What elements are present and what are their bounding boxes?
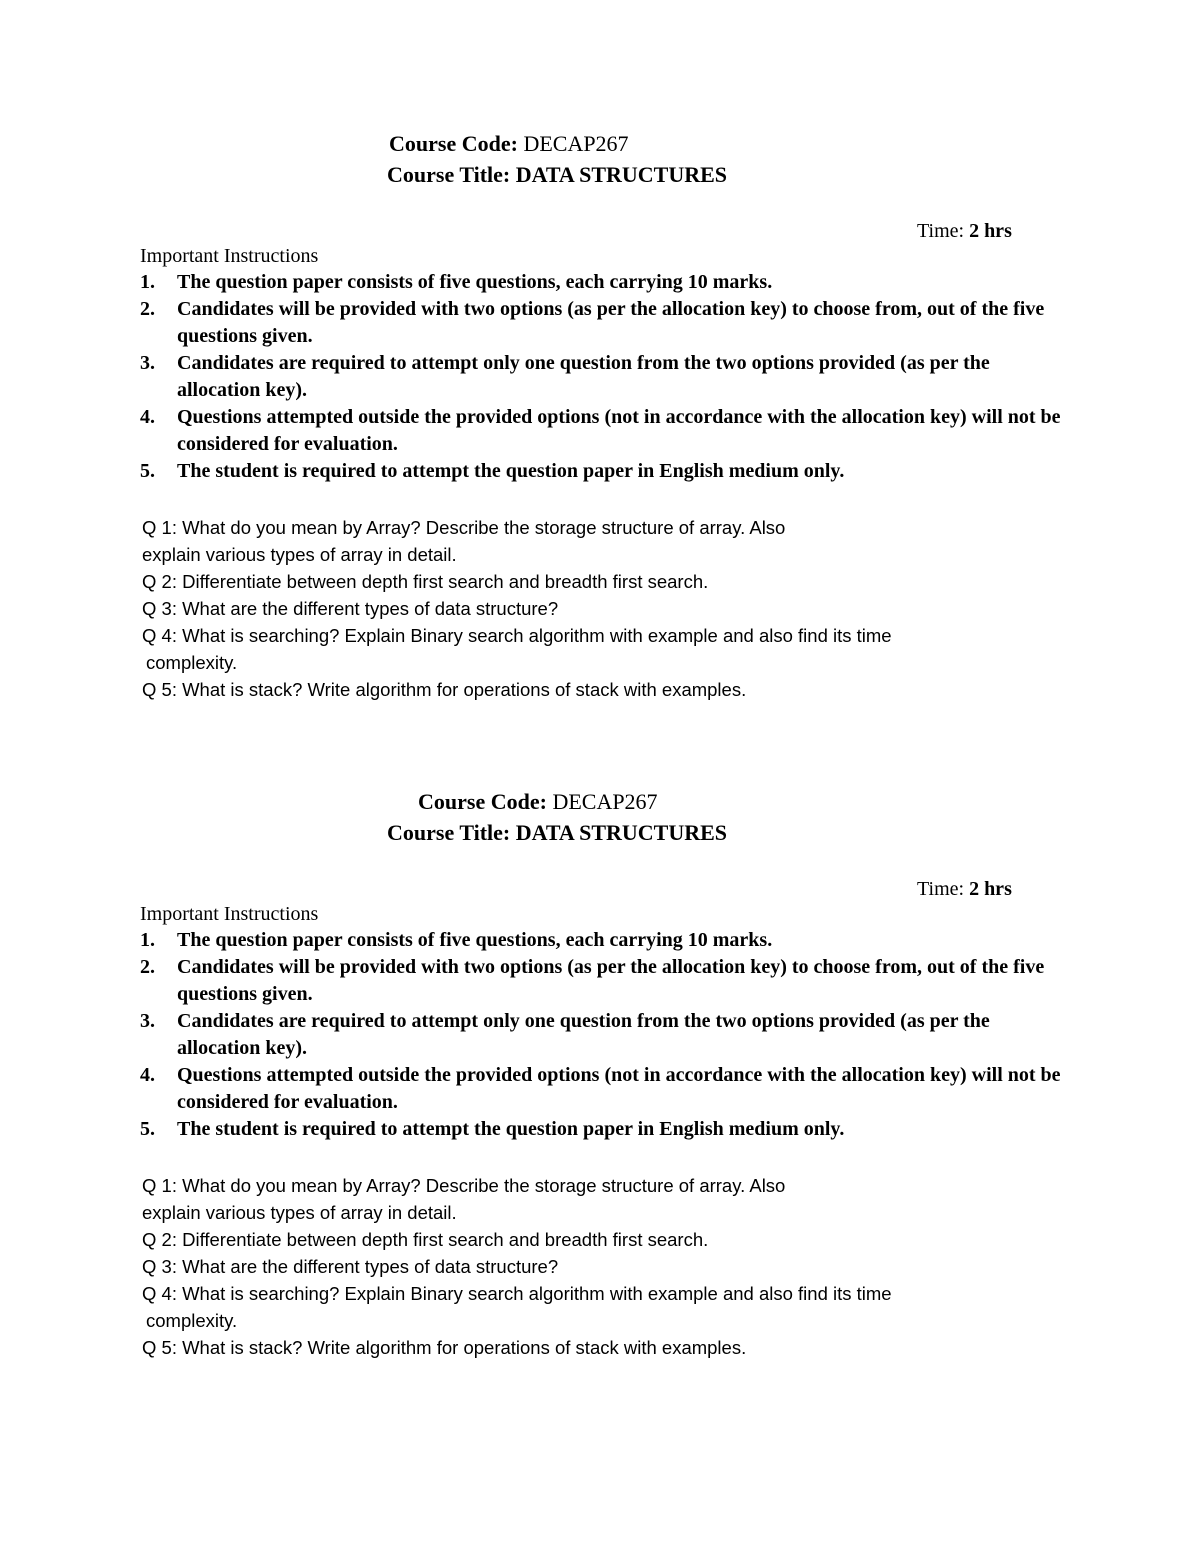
time-line: [917, 876, 1012, 902]
instruction-item: [140, 1116, 1070, 1143]
question-text-continued: complexity.: [146, 652, 238, 673]
instructions-heading: Important Instructions: [140, 245, 319, 267]
question-text-continued: explain various types of array in detail.: [142, 544, 457, 565]
question-text: Q 1: What do you mean by Array? Describe the storage structure of array. Also: [142, 517, 786, 538]
time-value: 2 hrs: [969, 220, 1012, 242]
course-code-label: Course Code:: [389, 131, 518, 156]
instruction-item: [140, 954, 1070, 1008]
instruction-number: 5.: [140, 1118, 155, 1140]
question-text-continued: explain various types of array in detail.: [142, 1202, 457, 1223]
course-title-value: DATA STRUCTURES: [515, 820, 728, 845]
question-item: [142, 1253, 1062, 1280]
course-code-line: [418, 788, 658, 816]
instruction-item: [140, 458, 1070, 485]
instruction-text: The question paper consists of five questions, each carrying 10 marks.: [177, 929, 773, 951]
instruction-number: 3.: [140, 1010, 155, 1032]
instruction-number: 5.: [140, 460, 155, 482]
instruction-number: 2.: [140, 298, 155, 320]
instruction-text: Candidates are required to attempt only one question from the two options provided (as per the allocation key).: [177, 1010, 990, 1059]
course-code-label: Course Code:: [418, 789, 547, 814]
instruction-item: [140, 350, 1070, 404]
instruction-item: [140, 927, 1070, 954]
course-code-line: [389, 130, 629, 158]
course-title-value: DATA STRUCTURES: [515, 162, 728, 187]
instruction-text: The student is required to attempt the question paper in English medium only.: [177, 460, 845, 482]
question-text: Q 4: What is searching? Explain Binary search algorithm with example and also find its time: [142, 1283, 892, 1304]
course-code-value: DECAP267: [523, 131, 629, 156]
instruction-item: [140, 269, 1070, 296]
instruction-text: The student is required to attempt the question paper in English medium only.: [177, 1118, 845, 1140]
instruction-number: 1.: [140, 929, 155, 951]
question-item: [142, 622, 1062, 676]
instruction-text: Questions attempted outside the provided options (not in accordance with the allocation key) will not be considered for evaluation.: [177, 406, 1061, 455]
instruction-number: 2.: [140, 956, 155, 978]
question-paper-set-1: [0, 130, 1200, 730]
course-code-value: DECAP267: [552, 789, 658, 814]
question-text: Q 2: Differentiate between depth first search and breadth first search.: [142, 1229, 709, 1250]
question-item: [142, 568, 1062, 595]
course-title-line: [387, 819, 727, 847]
question-item: [142, 1172, 1062, 1226]
questions-list: [142, 1172, 1062, 1361]
instruction-item: [140, 296, 1070, 350]
instruction-text: Candidates are required to attempt only one question from the two options provided (as per the allocation key).: [177, 352, 990, 401]
instruction-text: The question paper consists of five questions, each carrying 10 marks.: [177, 271, 773, 293]
instruction-number: 3.: [140, 352, 155, 374]
question-text: Q 1: What do you mean by Array? Describe the storage structure of array. Also: [142, 1175, 786, 1196]
question-item: [142, 1334, 1062, 1361]
instructions-list: [140, 269, 1070, 485]
question-text: Q 5: What is stack? Write algorithm for operations of stack with examples.: [142, 1337, 747, 1358]
question-item: [142, 1280, 1062, 1334]
question-text: Q 4: What is searching? Explain Binary search algorithm with example and also find its time: [142, 625, 892, 646]
instruction-item: [140, 1062, 1070, 1116]
time-label: Time:: [917, 220, 965, 242]
course-title-label: Course Title:: [387, 162, 511, 187]
question-text-continued: complexity.: [146, 1310, 238, 1331]
questions-list: [142, 514, 1062, 703]
question-text: Q 5: What is stack? Write algorithm for operations of stack with examples.: [142, 679, 747, 700]
instruction-item: [140, 1008, 1070, 1062]
instruction-number: 4.: [140, 1064, 155, 1086]
question-item: [142, 595, 1062, 622]
instruction-item: [140, 404, 1070, 458]
instructions-heading: Important Instructions: [140, 903, 319, 925]
instruction-number: 1.: [140, 271, 155, 293]
instruction-text: Candidates will be provided with two options (as per the allocation key) to choose from, out of the five questions given.: [177, 298, 1045, 347]
time-line: [917, 218, 1012, 244]
course-title-label: Course Title:: [387, 820, 511, 845]
instruction-text: Candidates will be provided with two options (as per the allocation key) to choose from, out of the five questions given.: [177, 956, 1045, 1005]
time-label: Time:: [917, 878, 965, 900]
time-value: 2 hrs: [969, 878, 1012, 900]
question-item: [142, 1226, 1062, 1253]
course-title-line: [387, 161, 727, 189]
question-text: Q 3: What are the different types of data structure?: [142, 598, 559, 619]
question-item: [142, 676, 1062, 703]
question-item: [142, 514, 1062, 568]
question-paper-set-2: [0, 788, 1200, 1388]
instructions-list: [140, 927, 1070, 1143]
instruction-number: 4.: [140, 406, 155, 428]
question-text: Q 2: Differentiate between depth first search and breadth first search.: [142, 571, 709, 592]
question-text: Q 3: What are the different types of data structure?: [142, 1256, 559, 1277]
instruction-text: Questions attempted outside the provided options (not in accordance with the allocation key) will not be considered for evaluation.: [177, 1064, 1061, 1113]
